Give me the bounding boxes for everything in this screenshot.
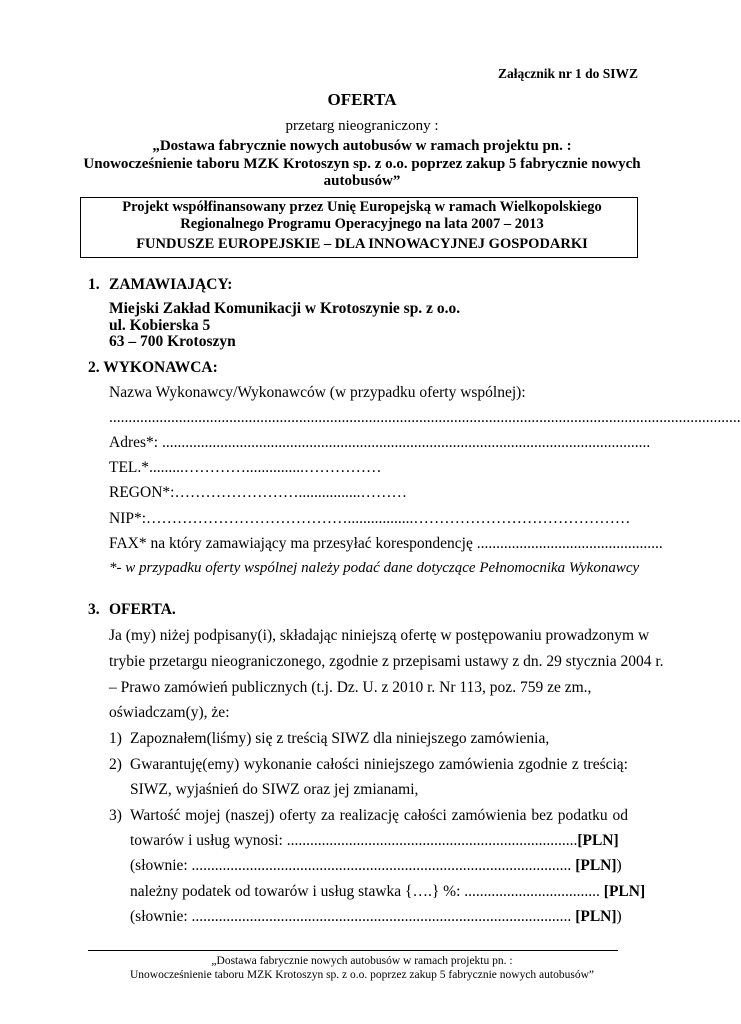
- net-value-field[interactable]: towarów i usług wynosi: ...........................................................................: [130, 832, 578, 849]
- eu-box-line-1: Projekt współfinansowany przez Unię Europejską w ramach Wielkopolskiego: [122, 199, 602, 215]
- contracting-authority-street: ul. Kobierska 5: [109, 317, 211, 334]
- contracting-authority-name: Miejski Zakład Komunikacji w Krotoszynie sp. z o.o.: [109, 300, 461, 317]
- subject-line-2: Unowocześnienie taboru MZK Krotoszyn sp. z o.o. poprzez zakup 5 fabrycznie nowych: [83, 156, 641, 172]
- subject-line-1: „Dostawa fabrycznie nowych autobusów w ramach projektu pn. :: [152, 138, 572, 154]
- contracting-authority-city: 63 – 700 Krotoszyn: [109, 333, 236, 350]
- contractor-name-label: Nazwa Wykonawcy/Wykonawców (w przypadku oferty wspólnej):: [109, 384, 526, 401]
- nip-field[interactable]: NIP*:………………………………….................……………………………………: [109, 510, 631, 527]
- eu-box-line-2: Regionalnego Programu Operacyjnego na lata 2007 – 2013: [180, 216, 544, 232]
- item1-number: 1): [109, 730, 122, 747]
- document-title: OFERTA: [327, 90, 397, 109]
- footer-divider: [88, 950, 618, 951]
- vat-line[interactable]: [130, 883, 645, 901]
- item2-text-line-2: SIWZ, wyjaśnień do SIWZ oraz jej zmianami,: [130, 781, 419, 798]
- section1-number: 1.: [88, 276, 100, 293]
- net-value-words-close: ): [616, 857, 622, 874]
- vat-words-field[interactable]: (słownie: ..................................................................................................: [130, 908, 576, 925]
- vat-field[interactable]: należny podatek od towarów i usług stawka {….} %: ...................................: [130, 883, 604, 900]
- offer-paragraph-line-1: Ja (my) niżej podpisany(i), składając niniejszą ofertę w postępowaniu prowadzonym w: [109, 627, 650, 644]
- net-value-words-line[interactable]: [130, 857, 622, 875]
- offer-paragraph-line-2: trybie przetargu nieograniczonego, zgodnie z przepisami ustawy z dn. 29 stycznia 2004 r.: [109, 653, 664, 670]
- item1-text: Zapoznałem(liśmy) się z treścią SIWZ dla niniejszego zamówienia,: [130, 730, 550, 747]
- eu-box-line-3: FUNDUSZE EUROPEJSKIE – DLA INNOWACYJNEJ GOSPODARKI: [136, 236, 588, 252]
- item2-number: 2): [109, 756, 122, 773]
- subject-line-3: autobusów”: [323, 173, 401, 189]
- section3-title: OFERTA.: [109, 601, 176, 618]
- fax-field[interactable]: FAX* na który zamawiający ma przesyłać korespondencję ................................................: [109, 535, 663, 552]
- net-value-words-field[interactable]: (słownie: ..................................................................................................: [130, 857, 576, 874]
- address-field[interactable]: Adres*: ..............................................................................................................................: [109, 434, 651, 451]
- vat-words-close: ): [616, 908, 622, 925]
- net-value-line[interactable]: [130, 832, 619, 850]
- tel-field[interactable]: TEL.*.........…………...............……………: [109, 459, 382, 476]
- joint-offer-note: *- w przypadku oferty wspólnej należy podać dane dotyczące Pełnomocnika Wykonawcy: [109, 560, 640, 576]
- offer-paragraph-line-3: – Prawo zamówień publicznych (t.j. Dz. U. z 2010 r. Nr 113, poz. 759 ze zm.,: [109, 679, 592, 696]
- attachment-label: Załącznik nr 1 do SIWZ: [498, 66, 639, 81]
- contractor-name-field[interactable]: ...................................................................................................................................................................: [109, 409, 741, 426]
- footer-line-1: „Dostawa fabrycznie nowych autobusów w ramach projektu pn. :: [211, 955, 513, 967]
- footer-line-2: Unowocześnienie taboru MZK Krotoszyn sp. z o.o. poprzez zakup 5 fabrycznie nowych autobusów”: [129, 969, 594, 981]
- section1-title: ZAMAWIAJĄCY:: [109, 276, 233, 293]
- net-value-unit: [PLN]: [577, 832, 619, 849]
- regon-field[interactable]: REGON*:……………………................………: [109, 484, 407, 501]
- item3-text-line-1: Wartość mojej (naszej) oferty za realizację całości zamówienia bez podatku od: [130, 807, 628, 824]
- offer-paragraph-line-4: oświadczam(y), że:: [109, 704, 230, 721]
- section2-title: 2. WYKONAWCA:: [88, 359, 218, 376]
- net-value-words-unit: [PLN]: [575, 857, 617, 874]
- vat-words-line[interactable]: [130, 908, 622, 926]
- procedure-type: przetarg nieograniczony :: [285, 118, 439, 134]
- item3-number: 3): [109, 807, 122, 824]
- vat-words-unit: [PLN]: [575, 908, 617, 925]
- vat-unit: [PLN]: [603, 883, 646, 900]
- item2-text-line-1: Gwarantuję(emy) wykonanie całości niniejszego zamówienia zgodnie z treścią:: [130, 756, 628, 773]
- section3-number: 3.: [88, 601, 100, 618]
